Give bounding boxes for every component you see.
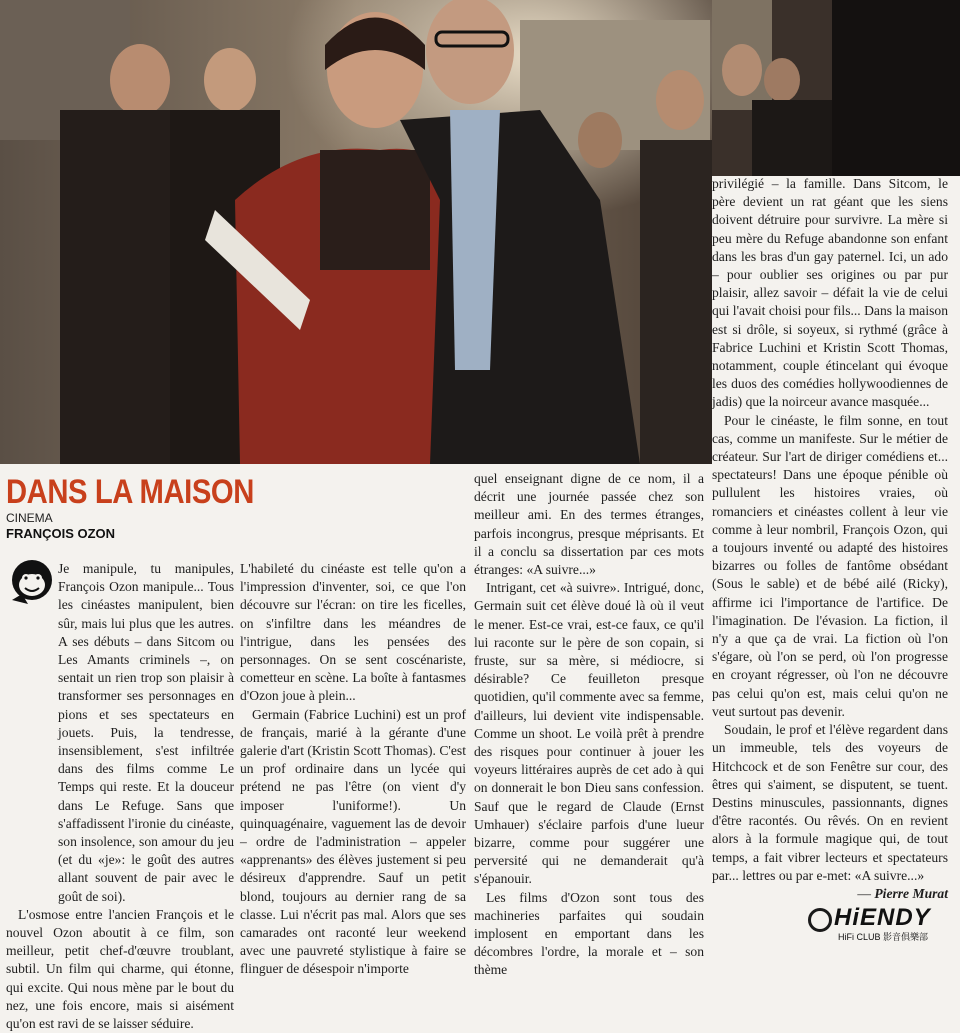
section-label: CINEMA (6, 511, 53, 525)
paragraph: Les films d'Ozon sont tous des machineries parfaites qui soudain implosent en emportant dans les décombres l'ordre, la morale et – son thème (474, 889, 704, 978)
article-column-4: privilégié – la famille. Dans Sitcom, le père devient un rat géant que les siens doivent détruire pour survivre. La mère si peu mère du Refuge abandonne son enfant dans les bras d'un gay paternel. Ici, un ado – pour oublier ses origines ou par pur plaisir, allez savoir – défait la vie de celui qui l'avait choisi pour fils... Dans la maison est si drôle, si soyeux, si rythmé (grâce à Fabrice Luchini et Kristin Scott Thomas, notamment, couple étincelant qui évoque les duos des comédies hollywoodiennes de jadis) que la noirceur avance masquée... Pour le cinéaste, le film sonne, en tout cas, comme un manifeste. Sur le métier de créateur. Sur l'art de diriger comédiens et... spectateurs! Dans une époque pénible où pullulent les histoires vraies, où romanciers et cinéastes collent à leur vie comme à leur nombril, François Ozon, qui a toujours inventé ou adapté des histoires bizarres ou folles de fantôme obsédant (Sous le sable) et de bébé ailé (Ricky), affirme ici l'importance de l'artifice. De l'imagination. De l'évasion. La fiction, il n'y a que ça de vrai. La fiction où l'on s'égare, où l'on se perd, où l'on progresse en croyant régresser, où l'on ne découvre pas celui qu'on est, mais celui qu'on ne veut surtout pas devenir. Soudain, le prof et l'élève regardent dans un immeuble, tels des voyeurs de Hitchcock et de son Fenêtre sur cour, des êtres qui s'aiment, se disputent, se tuent. Destins minuscules, passionnants, dignes d'être racontés. Ou rêvés. On en revient alors à la formule magique qui, de tout temps, a fait vibrer lecteurs et spectateurs par... lettres ou par e-met: «A suivre...» — Pierre Murat (712, 176, 948, 901)
paragraph: L'habileté du cinéaste est telle qu'on a l'impression d'inventer, soi, ce que l'on découvre sur l'écran: on tire les ficelles, on s'infiltre dans les méandres de l'intrigue, dans les pensées des personnages. On se sent coscénariste, cometteur en scène. La boîte à fantasmes d'Ozon joue à plein... (240, 561, 466, 704)
site-watermark-logo (806, 904, 956, 944)
author-signature: Pierre Murat (874, 885, 948, 901)
paragraph: Germain (Fabrice Luchini) est un prof de français, marié à la gérante d'une galerie d'art (Kristin Scott Thomas). C'est un prof ordinaire dans un lycée qui prétend ne pas l'être (on vient d'y imposer l'uniforme!). Un quinquagénaire, vaguement las de devoir – ordre de l'administration – appeler «apprenants» des élèves justement si peu désireux d'apprendre. Sauf un petit blond, toujours au dernier rang de sa classe. Lui n'écrit pas mal. Alors que ses camarades ont raconté leur weekend avec une pauvreté stylistique à faire se flinguer de désespoir n'importe (240, 706, 466, 977)
paragraph: L'osmose entre l'ancien François et le nouvel Ozon aboutit à ce film, son meilleur, petit chef-d'œuvre troublant, subtil. Un film qui charme, qui étonne, qui excite. Qui nous mène par le bout du nez, une fois encore, mais si aisément qu'on est ravi de se laisser séduire. (6, 906, 234, 1032)
article-title: DANS LA MAISON (6, 473, 254, 511)
paragraph: quel enseignant digne de ce nom, il a décrit une journée passée chez son meilleur ami. En des termes étranges, parfois incongrus, presque méprisants. Et il a conclu sa dissertation par ces mots étranges: «A suivre...» (474, 471, 704, 578)
paragraph: privilégié – la famille. Dans Sitcom, le père devient un rat géant que les siens doivent détruire pour survivre. La mère si peu mère du Refuge abandonne son enfant dans les bras d'un gay paternel. Ici, un ado – pour oublier ses origines ou par pur plaisir, allez savoir – défait la vie de celui qui l'avait choisi pour fils... Dans la maison est si drôle, si soyeux, si rythmé (grâce à Fabrice Luchini et Kristin Scott Thomas, notamment, couple étincelant qui évoque les duos des comédies hollywoodiennes de jadis) que la noirceur avance masquée... (712, 176, 948, 410)
article-column-1 (6, 560, 234, 1033)
paragraph: Soudain, le prof et l'élève regardent dans un immeuble, tels des voyeurs de Hitchcock et de son Fenêtre sur cour, des êtres qui s'aiment, se disputent, se tuent. Destins minuscules, passionnants, dignes d'être racontés. Ou rêvés. On en revient alors à la formule magique qui, de tout temps, a fait vibrer lecteurs et spectateurs par... lettres ou par e-met: «A suivre...» (712, 722, 948, 883)
film-still-photo (0, 0, 712, 464)
article-column-3 (474, 470, 704, 980)
article-column-2 (240, 560, 466, 979)
paragraph: Intrigant, cet «à suivre». Intrigué, donc, Germain suit cet élève doué là où il veut le mener. Est-ce vrai, est-ce faux, ce qu'il lui raconte sur le père de son copain, si fruste, sur sa mère, si médiocre, si désirable? Ce feuilleton presque quotidien, qu'il commente avec sa femme, d'ailleurs, lui devient vite indispensable. Comme un shoot. Le voilà prêt à prendre des risques pour continuer à jouer les voyeurs littéraires auprès de cet ado à qui on donnerait le bon Dieu sans confession. Sauf que le regard de Claude (Ernst Umhauer) s'éclaire parfois d'une lueur bizarre, comme pour suggérer une perversité qui ne demanderait qu'à s'épanouir. (474, 580, 704, 887)
logo-ring-icon (808, 908, 832, 932)
paragraph: Pour le cinéaste, le film sonne, en tout cas, comme un manifeste. Sur le métier de créateur. Sur l'art de diriger comédiens et... spectateurs! Dans une époque pénible où pullulent les histoires vraies, où romanciers et cinéastes collent à leur vie comme à leur nombril, François Ozon, qui a toujours inventé ou adapté des histoires bizarres ou folles de fantôme obsédant (Sous le sable) et de bébé ailé (Ricky), affirme ici l'importance de l'artifice. De l'imagination. De l'évasion. La fiction, il n'y a que ça de vrai. La fiction où l'on s'égare, où l'on se perd, où l'on progresse en croyant régresser, où l'on ne découvre pas celui qu'on est, mais celui qu'on ne veut surtout pas devenir. (712, 412, 948, 719)
paragraph: Je manipule, tu manipules, François Ozon manipule... Tous les cinéastes manipulent, bien sûr, mais lui plus que les autres. A ses débuts – dans Sitcom ou Les Amants criminels –, on sentait un rien trop son plaisir à transformer ses personnages en pions et ses spectateurs en jouets. Puis, la tendresse, insensiblement, s'est infiltrée dans des films comme Le Temps qui reste. Et la douceur dans Le Refuge. Sans que s'affadissent l'ironie du cinéaste, son insolence, son amour du jeu (et du «je»: le goût des autres allant souvent de pair avec le goût de soi). (58, 561, 234, 904)
photo-continuation (712, 0, 960, 176)
watermark-tagline: HiFi CLUB 影音俱樂部 (838, 932, 929, 942)
watermark-brand: HiENDY (834, 904, 931, 931)
director-name: FRANÇOIS OZON (6, 526, 116, 541)
